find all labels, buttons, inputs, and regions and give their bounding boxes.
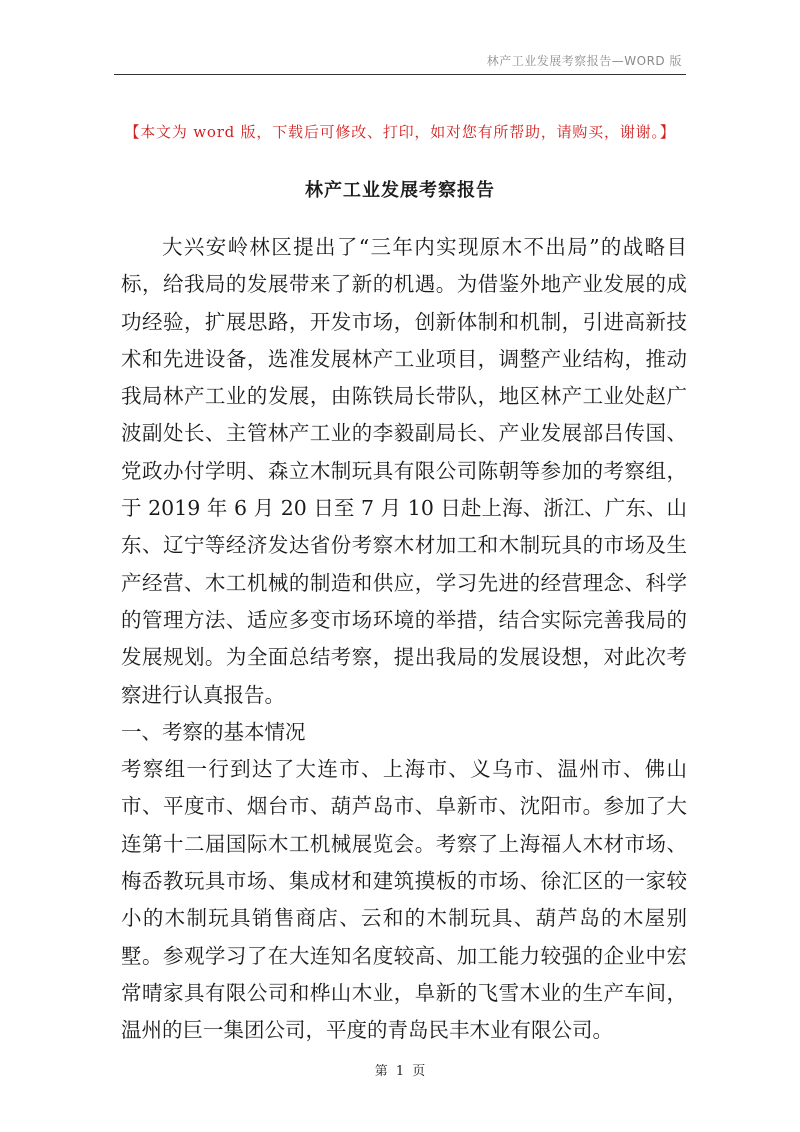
section-heading: 一、考察的基本情况 [121, 719, 306, 744]
purchase-notice: 【本文为 word 版，下载后可修改、打印，如对您有所帮助，请购买，谢谢。】 [124, 123, 676, 141]
document-body [121, 229, 687, 1050]
document-title: 林产工业发展考察报告 [305, 180, 495, 201]
section-paragraph: 考察组一行到达了大连市、上海市、义乌市、温州市、佛山市、平度市、烟台市、葫芦岛市、阜新市、沈阳市。参加了大连第十二届国际木工机械展览会。考察了上海福人木材市场、梅岙教玩具市场、集成材和建筑摸板的市场、徐汇区的一家较小的木制玩具销售商店、云和的木制玩具、葫芦岛的木屋别墅。参观学习了在大连知名度较高、加工能力较强的企业中宏常晴家具有限公司和桦山木业，阜新的飞雪木业的生产车间，温州的巨一集团公司，平度的青岛民丰木业有限公司。 [121, 757, 687, 1043]
running-header: 林产工业发展考察报告—WORD 版 [486, 54, 682, 68]
header-rule [114, 74, 686, 75]
page-number: 第 1 页 [374, 1064, 426, 1079]
intro-paragraph: 大兴安岭林区提出了“三年内实现原木不出局”的战略目标，给我局的发展带来了新的机遇。为借鉴外地产业发展的成功经验，扩展思路，开发市场，创新体制和机制，引进高新技术和先进设备，选准发展林产工业项目，调整产业结构，推动我局林产工业的发展，由陈铁局长带队，地区林产工业处赵广波副处长、主管林产工业的李毅副局长、产业发展部吕传国、党政办付学明、森立木制玩具有限公司陈朝等参加的考察组，于 2019 年 6 月 20 日至 7 月 10 日赴上海、浙江、广东、山东、辽宁等经济发达省份考察木材加工和木制玩具的市场及生产经营、木工机械的制造和供应，学习先进的经营理念、科学的管理方法、适应多变市场环境的举措，结合实际完善我局的发展规划。为全面总结考察，提出我局的发展设想，对此次考察进行认真报告。 [121, 235, 687, 707]
